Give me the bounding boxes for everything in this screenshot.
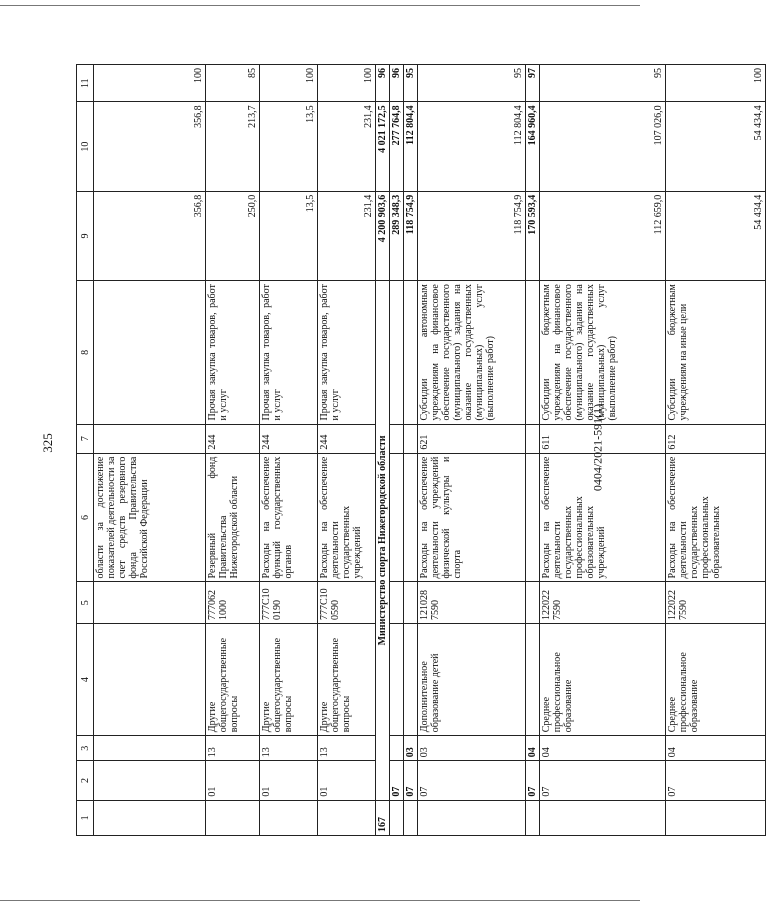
table-cell: 244: [260, 424, 318, 453]
table-cell: Расходы на обеспечение деятельности государственных профессиональных образовательных: [666, 453, 766, 582]
table-cell: 118 754,9: [404, 191, 418, 280]
table-cell: 5: [77, 582, 94, 624]
table-cell: Дополнительное образование детей: [418, 624, 526, 736]
document-code: 0404/2021-591(1): [590, 403, 605, 492]
table-cell: 1: [77, 800, 94, 835]
table-cell: [94, 761, 206, 800]
table-cell: 167: [376, 800, 390, 835]
table-cell: 03: [404, 736, 418, 761]
table-cell: 231,4: [318, 102, 376, 191]
table-row: [404, 65, 418, 836]
table-cell: 277 764,8: [390, 102, 404, 191]
table-cell: 118 754,9: [418, 191, 526, 280]
table-cell: 213,7: [206, 102, 260, 191]
table-cell: [404, 281, 418, 424]
table-cell: [94, 800, 206, 835]
table-cell: Прочая закупка товаров, работ и услуг: [260, 281, 318, 424]
table-cell: 100: [666, 65, 766, 102]
table-cell: 54 434,4: [666, 102, 766, 191]
table-cell: 4 021 172,5: [376, 102, 390, 191]
table-cell: 04: [540, 736, 666, 761]
table-body: [77, 65, 766, 836]
table-cell: 85: [206, 65, 260, 102]
table-cell: 07: [526, 761, 540, 800]
table-row: [94, 65, 206, 836]
table-cell: 13: [206, 736, 260, 761]
table-cell: 3: [77, 736, 94, 761]
table-cell: 244: [318, 424, 376, 453]
table-cell: 777С10 0590: [318, 582, 376, 624]
table-cell: области за достижение показателей деятельности за счет средств резервного фонда Правительства Российской Федерации: [94, 453, 206, 582]
table-cell: [390, 736, 404, 761]
table-cell: 611: [540, 424, 666, 453]
table-cell: Субсидии бюджетным учреждениям на иные цели: [666, 281, 766, 424]
table-cell: Другие общегосударственные вопросы: [318, 624, 376, 736]
table-cell: [404, 582, 418, 624]
table-cell: Субсидии автономным учреждениям на финансовое обеспечение государственного (муниципального) задания на оказание государственных (муниципальных) услуг (выполнение работ): [418, 281, 526, 424]
table-cell: 112 659,0: [540, 191, 666, 280]
table-cell: 112 804,4: [404, 102, 418, 191]
table-cell: 164 960,4: [526, 102, 540, 191]
table-row: [318, 65, 376, 836]
table-cell: 07: [666, 761, 766, 800]
table-cell: 96: [376, 65, 390, 102]
table-row: [526, 65, 540, 836]
table-cell: 4: [77, 624, 94, 736]
table-row: [666, 65, 766, 836]
table-cell: 10: [77, 102, 94, 191]
table-cell: 107 026,0: [540, 102, 666, 191]
table-cell: Резервный фонд Правительства Нижегородской области: [206, 453, 260, 582]
table-cell: 01: [206, 761, 260, 800]
table-cell: [94, 582, 206, 624]
table-cell: 07: [390, 761, 404, 800]
table-cell: 54 434,4: [666, 191, 766, 280]
table-cell: [94, 624, 206, 736]
table-cell: [390, 424, 404, 453]
table-row: [260, 65, 318, 836]
table-row: [418, 65, 526, 836]
table-cell: 01: [260, 761, 318, 800]
table-cell: Расходы на обеспечение деятельности государственных учреждений: [318, 453, 376, 582]
budget-table: [76, 64, 766, 836]
table-cell: Расходы на обеспечение деятельности государственных профессиональных образовательных учреждений: [540, 453, 666, 582]
table-cell: 356,8: [94, 102, 206, 191]
scan-edge-top: [0, 5, 640, 6]
table-row: [376, 65, 390, 836]
table-cell: 289 348,3: [390, 191, 404, 280]
table-row: [206, 65, 260, 836]
table-cell: Другие общегосударственные вопросы: [260, 624, 318, 736]
table-cell: [404, 624, 418, 736]
table-row: [390, 65, 404, 836]
table-cell: Прочая закупка товаров, работ и услуг: [206, 281, 260, 424]
table-cell: Среднее профессиональное образование: [540, 624, 666, 736]
table-row: [540, 65, 666, 836]
scan-edge-bottom: [0, 900, 640, 901]
table-cell: 777062 1000: [206, 582, 260, 624]
table-cell: [94, 736, 206, 761]
table-header-row: [77, 65, 94, 836]
table-cell: 122022 7590: [540, 582, 666, 624]
table-cell: 4 200 903,6: [376, 191, 390, 280]
table-cell: 100: [260, 65, 318, 102]
table-cell: 95: [404, 65, 418, 102]
table-cell: [404, 424, 418, 453]
table-cell: [526, 624, 540, 736]
table-cell: 250,0: [206, 191, 260, 280]
table-cell: [526, 281, 540, 424]
table-cell: [666, 800, 766, 835]
table-cell: 121028 7590: [418, 582, 526, 624]
table-cell: [526, 453, 540, 582]
table-cell: 13: [260, 736, 318, 761]
table-cell: [390, 800, 404, 835]
table-cell: Расходы на обеспечение деятельности учреждений физической культуры и спорта: [418, 453, 526, 582]
table-cell: [318, 800, 376, 835]
table-cell: [260, 800, 318, 835]
table-cell: [94, 281, 206, 424]
table-cell: [526, 800, 540, 835]
table-cell: 244: [206, 424, 260, 453]
table-cell: [404, 800, 418, 835]
table-cell: 11: [77, 65, 94, 102]
table-cell: 6: [77, 453, 94, 582]
table-cell: Министерство спорта Нижегородской области: [376, 281, 390, 801]
table-cell: 13,5: [260, 191, 318, 280]
table-cell: Прочая закупка товаров, работ и услуг: [318, 281, 376, 424]
table-cell: [94, 424, 206, 453]
table-cell: [526, 424, 540, 453]
table-cell: 95: [418, 65, 526, 102]
table-cell: 07: [540, 761, 666, 800]
table-cell: [206, 800, 260, 835]
table-cell: Расходы на обеспечение функций государственных органов: [260, 453, 318, 582]
table-cell: 777С10 0190: [260, 582, 318, 624]
table-cell: [540, 800, 666, 835]
table-cell: [390, 453, 404, 582]
table-cell: 612: [666, 424, 766, 453]
table-cell: [526, 582, 540, 624]
table-cell: 07: [418, 761, 526, 800]
table-cell: 13: [318, 736, 376, 761]
table-cell: 100: [318, 65, 376, 102]
table-cell: 97: [526, 65, 540, 102]
table-cell: 356,8: [94, 191, 206, 280]
table-cell: 122022 7590: [666, 582, 766, 624]
table-cell: [418, 800, 526, 835]
table-cell: 621: [418, 424, 526, 453]
table-cell: 2: [77, 761, 94, 800]
table-cell: 8: [77, 281, 94, 424]
table-cell: Субсидии бюджетным учреждениям на финансовое обеспечение государственного (муниципального) задания на оказание государственных (муниципальных) услуг (выполнение работ): [540, 281, 666, 424]
table-cell: [404, 453, 418, 582]
table-cell: 100: [94, 65, 206, 102]
table-cell: 01: [318, 761, 376, 800]
table-cell: 03: [418, 736, 526, 761]
page-number: 325: [40, 433, 55, 453]
table-cell: 7: [77, 424, 94, 453]
table-cell: 13,5: [260, 102, 318, 191]
table-cell: 112 804,4: [418, 102, 526, 191]
table-cell: 231,4: [318, 191, 376, 280]
table-cell: Другие общегосударственные вопросы: [206, 624, 260, 736]
table-cell: 04: [666, 736, 766, 761]
table-cell: 04: [526, 736, 540, 761]
table-cell: 96: [390, 65, 404, 102]
table-cell: [390, 624, 404, 736]
table-cell: 9: [77, 191, 94, 280]
table-cell: 95: [540, 65, 666, 102]
table-cell: [390, 281, 404, 424]
table-cell: 170 593,4: [526, 191, 540, 280]
table-cell: Среднее профессиональное образование: [666, 624, 766, 736]
table-cell: 07: [404, 761, 418, 800]
table-cell: [390, 582, 404, 624]
